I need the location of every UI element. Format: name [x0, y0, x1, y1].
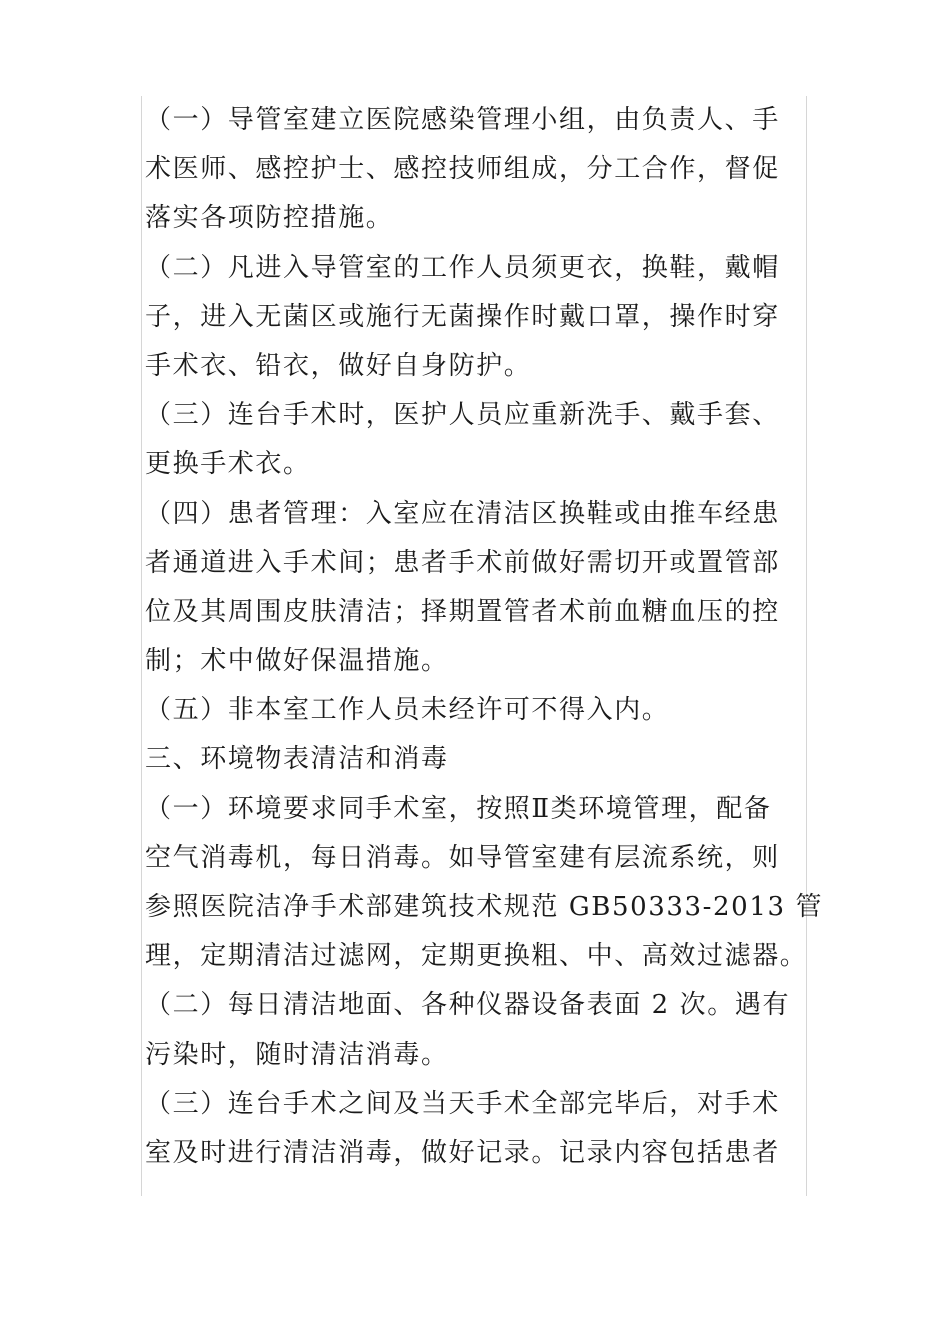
text-line: 污染时，随时清洁消毒。 [145, 1039, 449, 1070]
text-line: 落实各项防控措施。 [145, 203, 394, 234]
text-line: （一）导管室建立医院感染管理小组，由负责人、手 [145, 105, 780, 135]
text-line: （二）每日清洁地面、各种仪器设备表面 2 次。遇有 [145, 990, 791, 1021]
text-line: 参照医院洁净手术部建筑技术规范 GB50333-2013 管 [145, 892, 824, 922]
text-line: 位及其周围皮肤清洁；择期置管者术前血糖血压的控 [145, 596, 780, 627]
text-line: （二）凡进入导管室的工作人员须更衣，换鞋，戴帽 [145, 252, 780, 283]
section-heading: 三、环境物表清洁和消毒 [145, 744, 449, 775]
document-body [145, 96, 845, 1178]
text-line: 手术衣、铅衣，做好自身防护。 [145, 350, 532, 381]
text-line: （三）连台手术之间及当天手术全部完毕后，对手术 [145, 1088, 780, 1119]
text-line: 术医师、感控护士、感控技师组成，分工合作，督促 [145, 154, 780, 185]
text-line: 空气消毒机，每日消毒。如导管室建有层流系统，则 [145, 842, 780, 873]
text-line: （一）环境要求同手术室，按照Ⅱ类环境管理，配备 [145, 793, 772, 824]
text-line: 理，定期清洁过滤网，定期更换粗、中、高效过滤器。 [145, 941, 808, 972]
text-line: 更换手术衣。 [145, 449, 311, 480]
text-line: 制；术中做好保温措施。 [145, 646, 449, 677]
text-line: 者通道进入手术间；患者手术前做好需切开或置管部 [145, 547, 780, 578]
text-line: 室及时进行清洁消毒，做好记录。记录内容包括患者 [145, 1137, 780, 1168]
text-line: 子，进入无菌区或施行无菌操作时戴口罩，操作时穿 [145, 301, 780, 332]
text-line: （四）患者管理：入室应在清洁区换鞋或由推车经患 [145, 498, 780, 529]
text-line: （五）非本室工作人员未经许可不得入内。 [145, 695, 670, 726]
text-line: （三）连台手术时，医护人员应重新洗手、戴手套、 [145, 400, 780, 431]
